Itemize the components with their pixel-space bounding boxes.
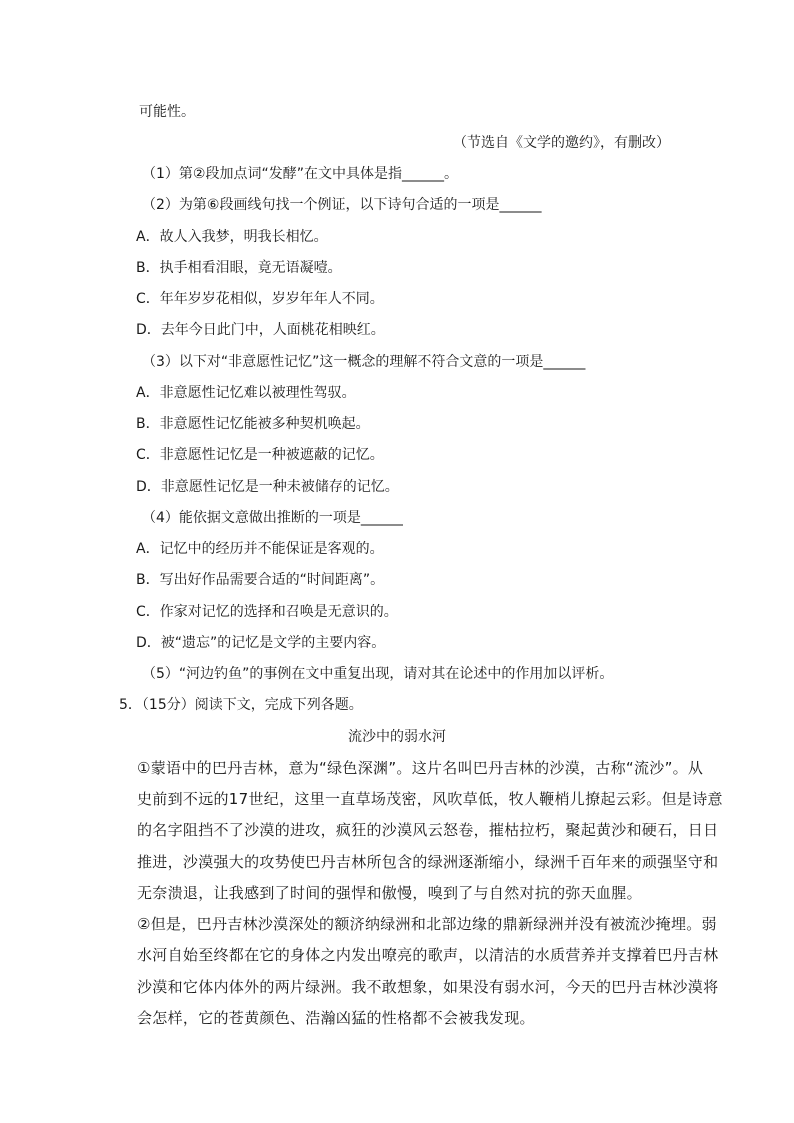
paragraph-2-line-4: 会怎样，它的苍黄颜色、浩瀚凶猛的性格都不会被我发现。 [137, 1009, 535, 1027]
paragraph-2-line-3: 沙漠和它体内体外的两片绿洲。我不敢想象，如果没有弱水河，今天的巴丹吉林沙漠将 [137, 978, 719, 996]
question-1: （1）第②段加点词“发酵”在文中具体是指______。 [142, 166, 458, 182]
question-2-option-a: A．故人入我梦，明我长相忆。 [136, 229, 328, 245]
question-2-option-c: C．年年岁岁花相似，岁岁年年人不同。 [136, 291, 384, 307]
paragraph-2-line-2: 水河自始至终都在它的身体之内发出嘹亮的歌声，以清洁的水质营养并支撑着巴丹吉林 [137, 946, 719, 964]
question-4-stem: （4）能依据文意做出推断的一项是______ [142, 510, 403, 526]
source-note: （节选自《文学的邀约》，有删改） [453, 135, 670, 151]
paragraph-1-line-4: 推进，沙漠强大的攻势使巴丹吉林所包含的绿洲逐渐缩小，绿洲千百年来的顽强坚守和 [137, 853, 719, 871]
question-3-option-c: C．非意愿性记忆是一种被遮蔽的记忆。 [136, 447, 384, 463]
passage-ending: 可能性。 [139, 104, 195, 120]
paragraph-1-line-1: ①蒙语中的巴丹吉林，意为“绿色深渊”。这片名叫巴丹吉林的沙漠，古称“流沙”。从 [137, 759, 704, 777]
paragraph-1-line-5: 无奈溃退，让我感到了时间的强悍和傲慢，嗅到了与自然对抗的弥天血腥。 [137, 884, 642, 902]
article-title: 流沙中的弱水河 [348, 729, 446, 745]
question-5: （5）“河边钓鱼”的事例在文中重复出现，请对其在论述中的作用加以评析。 [142, 666, 614, 682]
paragraph-1-line-2: 史前到不远的17世纪，这里一直草场茂密，风吹草低，牧人鞭梢儿撩起云彩。但是诗意 [137, 790, 723, 808]
question-2-option-d: D．去年今日此门中，人面桃花相映红。 [136, 322, 385, 338]
section-5-header: 5．（15分）阅读下文，完成下列各题。 [119, 697, 363, 713]
question-4-option-d: D．被“遗忘”的记忆是文学的主要内容。 [136, 635, 386, 651]
question-3-option-d: D．非意愿性记忆是一种未被储存的记忆。 [136, 479, 399, 495]
question-4-option-a: A．记忆中的经历并不能保证是客观的。 [136, 541, 384, 557]
question-4-option-b: B．写出好作品需要合适的“时间距离”。 [136, 572, 385, 588]
paragraph-1-line-3: 的名字阻挡不了沙漠的进攻，疯狂的沙漠风云怒卷，摧枯拉朽，聚起黄沙和硬石，日日 [137, 821, 719, 839]
question-4-option-c: C．作家对记忆的选择和召唤是无意识的。 [136, 604, 398, 620]
paragraph-2-line-1: ②但是，巴丹吉林沙漠深处的额济纳绿洲和北部边缘的鼎新绿洲并没有被流沙掩埋。弱 [137, 915, 717, 933]
question-3-stem: （3）以下对“非意愿性记忆”这一概念的理解不符合文意的一项是______ [142, 354, 586, 370]
question-2-option-b: B．执手相看泪眼，竟无语凝噎。 [136, 260, 342, 276]
question-3-option-a: A．非意愿性记忆难以被理性驾驭。 [136, 385, 356, 401]
question-2-stem: （2）为第⑥段画线句找一个例证，以下诗句合适的一项是______ [142, 197, 542, 213]
question-3-option-b: B．非意愿性记忆能被多种契机唤起。 [136, 416, 370, 432]
